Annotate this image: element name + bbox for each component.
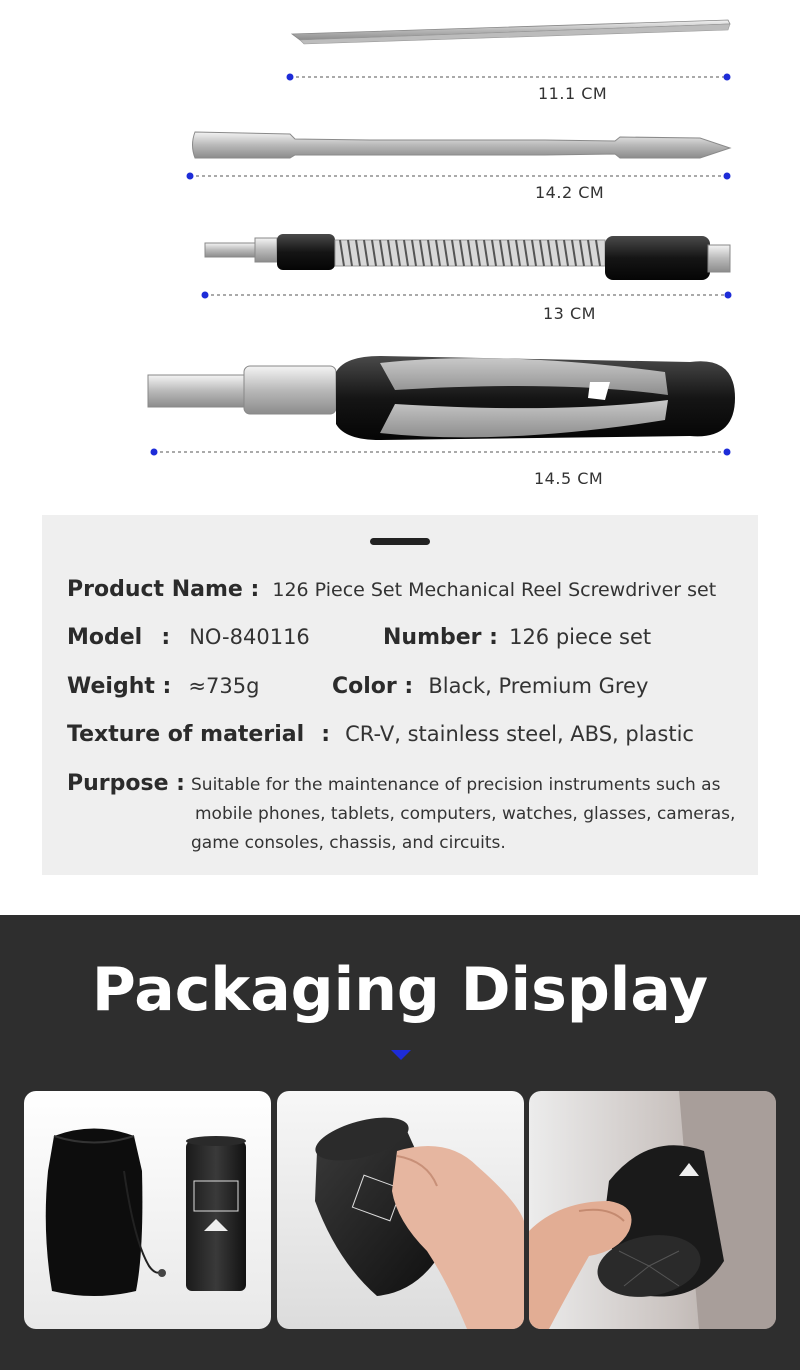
purpose-line-3: game consoles, chassis, and circuits. — [191, 833, 506, 853]
material-value: CR-V, stainless steel, ABS, plastic — [345, 722, 694, 746]
weight-value: ≈735g — [188, 674, 260, 698]
product-name-label: Product Name : — [67, 577, 260, 602]
model-colon: : — [161, 625, 171, 650]
tools-illustration — [0, 0, 800, 510]
hand-holding-canister-closeup-photo — [529, 1091, 776, 1329]
model-label: Model — [67, 625, 143, 650]
color-label: Color : — [332, 674, 414, 699]
model-row — [67, 625, 310, 650]
number-value: 126 piece set — [509, 625, 652, 649]
number-label: Number : — [383, 625, 498, 650]
weight-row — [67, 674, 259, 699]
flex-shaft-dimension-line — [202, 292, 732, 299]
screwdriver-handle-tool — [148, 356, 735, 440]
purpose-line-2: mobile phones, tablets, computers, watches, glasses, cameras, — [195, 804, 736, 824]
spatula-dimension-line — [187, 173, 731, 180]
spec-panel — [42, 515, 758, 875]
material-label: Texture of material — [67, 722, 305, 747]
number-row — [383, 625, 651, 650]
spatula-tool — [193, 132, 731, 158]
product-name-row — [67, 577, 716, 602]
panel-handle-bar — [370, 538, 430, 545]
pouch-and-canister-photo — [24, 1091, 271, 1329]
tweezers-dimension-line — [287, 74, 731, 81]
color-value: Black, Premium Grey — [428, 674, 649, 698]
tweezers-length-label: 11.1 CM — [538, 84, 608, 103]
purpose-line-1: Suitable for the maintenance of precision instruments such as — [191, 775, 721, 795]
product-name-value: 126 Piece Set Mechanical Reel Screwdriver set — [272, 579, 717, 601]
material-row — [67, 722, 694, 747]
flex-shaft-length-label: 13 CM — [543, 304, 596, 323]
screwdriver-dimension-line — [151, 449, 731, 456]
hand-holding-canister-photo — [277, 1091, 524, 1329]
flex-shaft-tool — [205, 234, 730, 280]
purpose-row — [67, 771, 185, 796]
material-colon: : — [321, 722, 331, 747]
tweezers-tool — [292, 20, 730, 44]
spatula-length-label: 14.2 CM — [535, 183, 605, 202]
color-row — [332, 674, 648, 699]
packaging-section — [0, 915, 800, 1370]
down-arrow-icon — [391, 1050, 411, 1060]
purpose-label: Purpose : — [67, 771, 185, 796]
model-value: NO-840116 — [189, 625, 310, 649]
packaging-title: Packaging Display — [91, 955, 709, 1025]
tool-dimensions-section — [0, 0, 800, 510]
screwdriver-length-label: 14.5 CM — [534, 469, 604, 488]
weight-label: Weight : — [67, 674, 172, 699]
